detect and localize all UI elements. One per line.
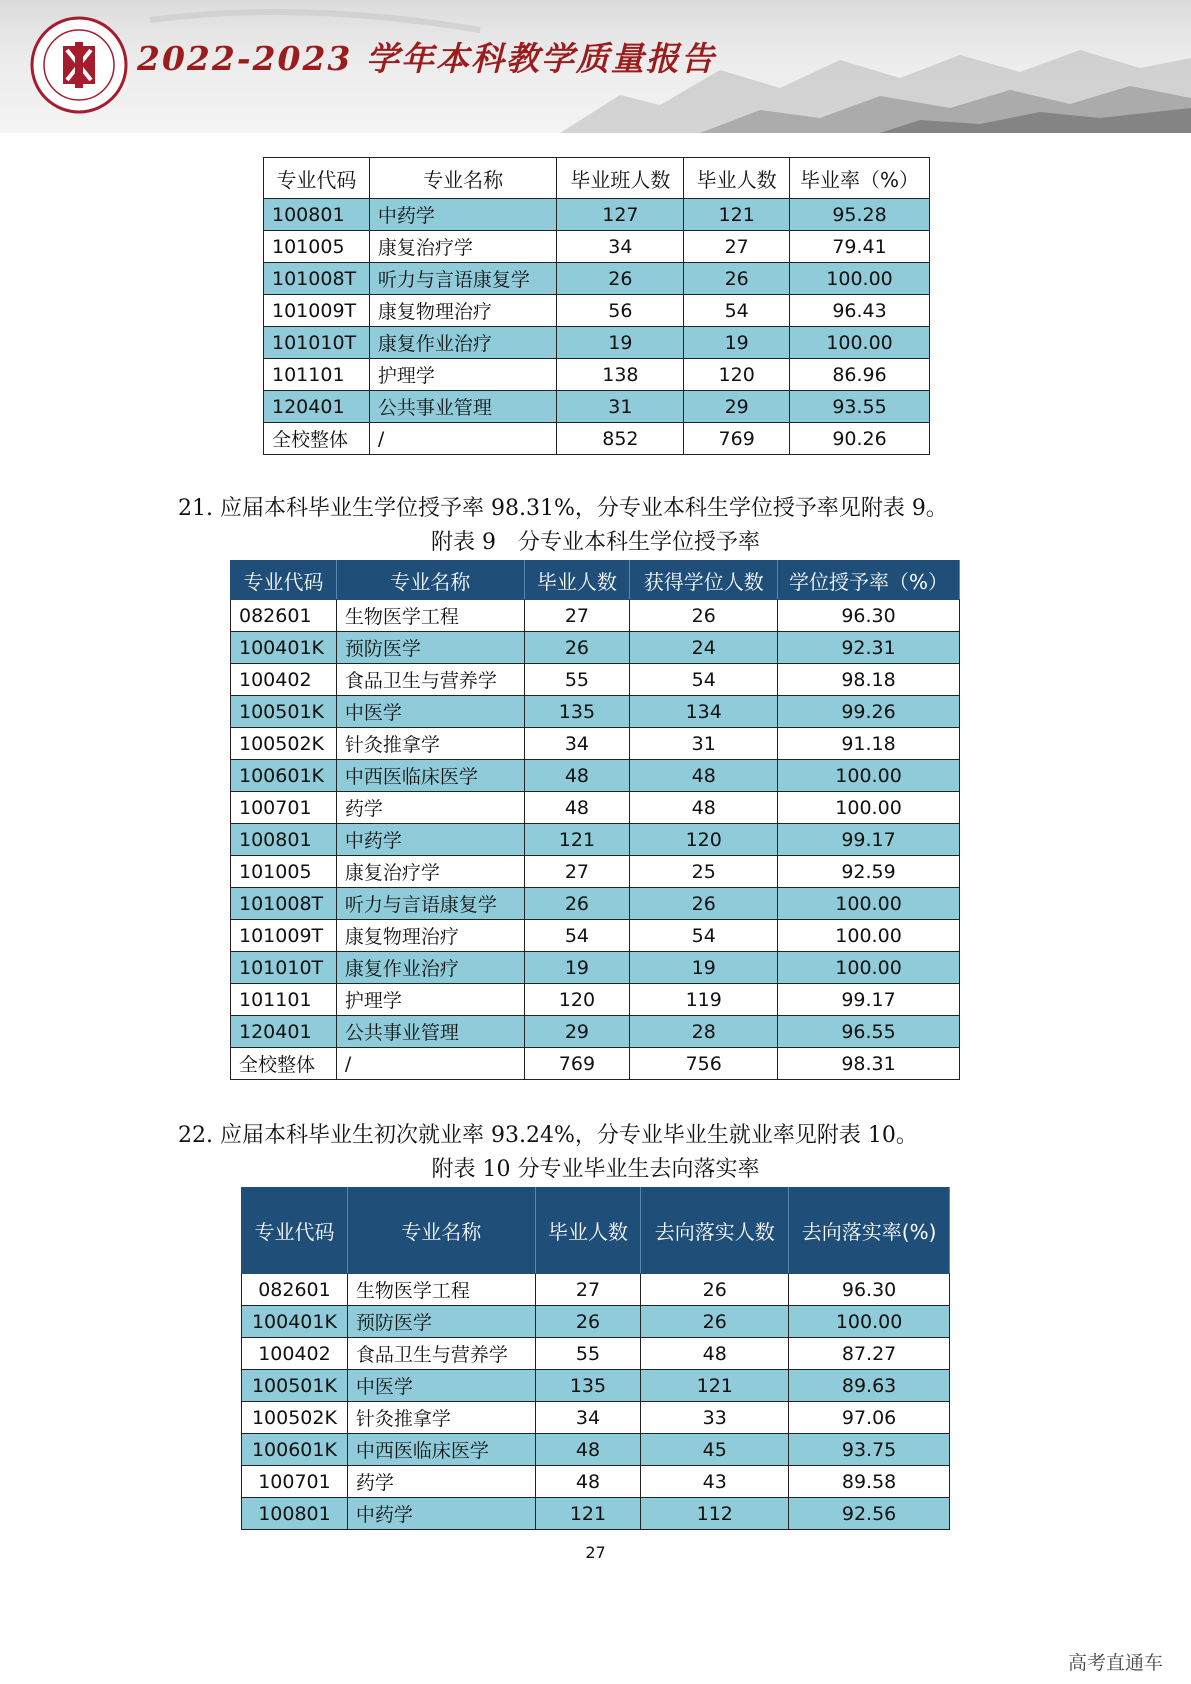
table-cell: 120 xyxy=(524,984,630,1016)
table-cell: 55 xyxy=(535,1338,641,1370)
table-row xyxy=(231,888,960,920)
table-row xyxy=(231,632,960,664)
table-row xyxy=(242,1338,950,1370)
table-cell: 48 xyxy=(524,760,630,792)
column-header: 去向落实率(%) xyxy=(789,1188,950,1274)
employment-rate-table xyxy=(241,1187,950,1530)
table-cell: 96.30 xyxy=(778,600,960,632)
table-cell: 100601K xyxy=(231,760,337,792)
table-cell: 100.00 xyxy=(790,327,930,359)
table-cell: 针灸推拿学 xyxy=(336,728,524,760)
table-cell: 19 xyxy=(630,952,778,984)
table-cell: 138 xyxy=(557,359,684,391)
graduation-rate-table xyxy=(263,157,930,455)
table-cell: 公共事业管理 xyxy=(369,391,557,423)
table-row xyxy=(242,1370,950,1402)
table-9-caption: 附表 9 分专业本科生学位授予率 xyxy=(431,530,760,555)
paragraph-21: 21. 应届本科毕业生学位授予率 98.31%，分专业本科生学位授予率见附表 9。 xyxy=(178,496,948,521)
table-cell: 中药学 xyxy=(336,824,524,856)
table-cell: / xyxy=(336,1048,524,1080)
table-cell: 康复治疗学 xyxy=(369,231,557,263)
table-cell: 101009T xyxy=(231,920,337,952)
table-cell: 29 xyxy=(684,391,790,423)
table-row xyxy=(231,600,960,632)
report-title: 2022-2023 学年本科教学质量报告 xyxy=(137,39,716,78)
table-cell: 19 xyxy=(557,327,684,359)
table-cell: 生物医学工程 xyxy=(347,1274,535,1306)
table-cell: 100.00 xyxy=(778,952,960,984)
table-cell: 54 xyxy=(524,920,630,952)
table-row xyxy=(231,984,960,1016)
table-cell: 101005 xyxy=(231,856,337,888)
table-cell: 药学 xyxy=(347,1466,535,1498)
table-row xyxy=(231,728,960,760)
table-row xyxy=(242,1466,950,1498)
table-cell: 针灸推拿学 xyxy=(347,1402,535,1434)
table-cell: 101008T xyxy=(231,888,337,920)
table-cell: 27 xyxy=(535,1274,641,1306)
table-row xyxy=(231,792,960,824)
table-cell: 082601 xyxy=(231,600,337,632)
table-cell: 公共事业管理 xyxy=(336,1016,524,1048)
page-number: 27 xyxy=(585,1543,606,1562)
table-cell: 98.18 xyxy=(778,664,960,696)
table-cell: 中西医临床医学 xyxy=(347,1434,535,1466)
table-cell: 101008T xyxy=(264,263,370,295)
table-cell: 26 xyxy=(641,1306,789,1338)
table-row xyxy=(231,824,960,856)
table-cell: 27 xyxy=(524,600,630,632)
table-cell: 99.17 xyxy=(778,984,960,1016)
column-header: 获得学位人数 xyxy=(630,561,778,600)
table-cell: 100.00 xyxy=(790,263,930,295)
column-header: 专业名称 xyxy=(369,158,557,199)
table-cell: 听力与言语康复学 xyxy=(369,263,557,295)
table-cell: 756 xyxy=(630,1048,778,1080)
watermark: 高考直通车 xyxy=(1067,1652,1163,1674)
table-row xyxy=(231,920,960,952)
column-header: 毕业人数 xyxy=(684,158,790,199)
table-cell: 100.00 xyxy=(778,888,960,920)
table-cell: 27 xyxy=(684,231,790,263)
table-cell: 101101 xyxy=(264,359,370,391)
paragraph-22: 22. 应届本科毕业生初次就业率 93.24%，分专业毕业生就业率见附表 10。 xyxy=(178,1123,918,1148)
table-cell: 100502K xyxy=(242,1402,348,1434)
table-cell: 29 xyxy=(524,1016,630,1048)
table-cell: 48 xyxy=(630,792,778,824)
table-cell: 26 xyxy=(630,600,778,632)
table-cell: 98.31 xyxy=(778,1048,960,1080)
table-cell: 中医学 xyxy=(347,1370,535,1402)
table-cell: 99.26 xyxy=(778,696,960,728)
table-cell: 生物医学工程 xyxy=(336,600,524,632)
table-cell: 79.41 xyxy=(790,231,930,263)
table-cell: 91.18 xyxy=(778,728,960,760)
table-cell: 26 xyxy=(641,1274,789,1306)
table-cell: 中药学 xyxy=(369,199,557,231)
column-header: 毕业班人数 xyxy=(557,158,684,199)
table-cell: 康复物理治疗 xyxy=(369,295,557,327)
table-cell: 34 xyxy=(557,231,684,263)
table-cell: 100.00 xyxy=(778,760,960,792)
table-cell: 100402 xyxy=(242,1338,348,1370)
column-header: 毕业人数 xyxy=(535,1188,641,1274)
table-cell: 100.00 xyxy=(778,920,960,952)
table-cell: 92.59 xyxy=(778,856,960,888)
table-cell: 26 xyxy=(630,888,778,920)
table-cell: 100502K xyxy=(231,728,337,760)
table-cell: 100701 xyxy=(231,792,337,824)
table-cell: 101009T xyxy=(264,295,370,327)
column-header: 去向落实人数 xyxy=(641,1188,789,1274)
table-cell: 100801 xyxy=(264,199,370,231)
table-cell: 54 xyxy=(684,295,790,327)
table-cell: 96.43 xyxy=(790,295,930,327)
table-cell: 100401K xyxy=(231,632,337,664)
table-cell: 19 xyxy=(524,952,630,984)
table-cell: 中医学 xyxy=(336,696,524,728)
university-seal-icon xyxy=(30,16,128,114)
table-cell: 135 xyxy=(524,696,630,728)
table-cell: 93.55 xyxy=(790,391,930,423)
table-cell: 101101 xyxy=(231,984,337,1016)
table-cell: 100801 xyxy=(231,824,337,856)
table-cell: 34 xyxy=(524,728,630,760)
table-cell: 28 xyxy=(630,1016,778,1048)
table-cell: 121 xyxy=(641,1370,789,1402)
table-cell: 120401 xyxy=(231,1016,337,1048)
table-cell: 48 xyxy=(535,1434,641,1466)
table-header-row xyxy=(231,561,960,600)
table-row xyxy=(231,952,960,984)
table-cell: 120401 xyxy=(264,391,370,423)
table-cell: 48 xyxy=(641,1338,789,1370)
table-cell: 27 xyxy=(524,856,630,888)
table-cell: 48 xyxy=(524,792,630,824)
header-banner xyxy=(0,0,1191,133)
degree-rate-table xyxy=(230,560,960,1080)
table-cell: 120 xyxy=(684,359,790,391)
table-cell: 24 xyxy=(630,632,778,664)
table-cell: 95.28 xyxy=(790,199,930,231)
table-cell: 55 xyxy=(524,664,630,696)
table-row xyxy=(264,231,930,263)
table-cell: 100.00 xyxy=(789,1306,950,1338)
table-cell: 92.56 xyxy=(789,1498,950,1530)
table-cell: 121 xyxy=(684,199,790,231)
table-cell: 100501K xyxy=(231,696,337,728)
table-cell: 127 xyxy=(557,199,684,231)
table-cell: 33 xyxy=(641,1402,789,1434)
table-cell: 121 xyxy=(535,1498,641,1530)
table-cell: 54 xyxy=(630,664,778,696)
table-cell: 48 xyxy=(535,1466,641,1498)
table-cell: 全校整体 xyxy=(264,423,370,455)
table-cell: 护理学 xyxy=(369,359,557,391)
table-cell: 135 xyxy=(535,1370,641,1402)
table-row xyxy=(231,696,960,728)
table-cell: / xyxy=(369,423,557,455)
table-cell: 中药学 xyxy=(347,1498,535,1530)
table-cell: 全校整体 xyxy=(231,1048,337,1080)
table-row xyxy=(242,1306,950,1338)
table-row xyxy=(242,1402,950,1434)
table-cell: 082601 xyxy=(242,1274,348,1306)
table-cell: 中西医临床医学 xyxy=(336,760,524,792)
column-header: 专业代码 xyxy=(231,561,337,600)
table-row xyxy=(242,1274,950,1306)
table-cell: 31 xyxy=(557,391,684,423)
table-cell: 101005 xyxy=(264,231,370,263)
table-cell: 预防医学 xyxy=(347,1306,535,1338)
table-cell: 134 xyxy=(630,696,778,728)
table-cell: 100.00 xyxy=(778,792,960,824)
table-cell: 97.06 xyxy=(789,1402,950,1434)
column-header: 专业名称 xyxy=(347,1188,535,1274)
column-header: 专业代码 xyxy=(264,158,370,199)
table-cell: 101010T xyxy=(264,327,370,359)
column-header: 毕业率（%） xyxy=(790,158,930,199)
table-cell: 769 xyxy=(684,423,790,455)
table-cell: 96.30 xyxy=(789,1274,950,1306)
table-row xyxy=(264,359,930,391)
table-cell: 听力与言语康复学 xyxy=(336,888,524,920)
table-row xyxy=(264,423,930,455)
table-row xyxy=(231,664,960,696)
table-cell: 康复治疗学 xyxy=(336,856,524,888)
table-row xyxy=(242,1434,950,1466)
table-10-caption: 附表 10 分专业毕业生去向落实率 xyxy=(431,1157,760,1182)
table-cell: 34 xyxy=(535,1402,641,1434)
table-cell: 100402 xyxy=(231,664,337,696)
table-cell: 45 xyxy=(641,1434,789,1466)
table-row xyxy=(231,760,960,792)
table-cell: 护理学 xyxy=(336,984,524,1016)
table-row xyxy=(264,199,930,231)
table-row xyxy=(264,327,930,359)
table-cell: 26 xyxy=(524,632,630,664)
table-row xyxy=(264,263,930,295)
table-cell: 康复物理治疗 xyxy=(336,920,524,952)
table-row xyxy=(231,1048,960,1080)
column-header: 专业名称 xyxy=(336,561,524,600)
table-cell: 99.17 xyxy=(778,824,960,856)
table-cell: 25 xyxy=(630,856,778,888)
table-cell: 101010T xyxy=(231,952,337,984)
table-cell: 100601K xyxy=(242,1434,348,1466)
table-cell: 26 xyxy=(535,1306,641,1338)
table-cell: 48 xyxy=(630,760,778,792)
table-cell: 食品卫生与营养学 xyxy=(336,664,524,696)
table-cell: 93.75 xyxy=(789,1434,950,1466)
table-cell: 112 xyxy=(641,1498,789,1530)
table-cell: 119 xyxy=(630,984,778,1016)
table-cell: 100701 xyxy=(242,1466,348,1498)
table-header-row xyxy=(242,1188,950,1274)
table-cell: 药学 xyxy=(336,792,524,824)
table-row xyxy=(264,295,930,327)
table-cell: 31 xyxy=(630,728,778,760)
column-header: 专业代码 xyxy=(242,1188,348,1274)
table-cell: 54 xyxy=(630,920,778,952)
table-cell: 89.58 xyxy=(789,1466,950,1498)
table-row xyxy=(231,856,960,888)
table-cell: 43 xyxy=(641,1466,789,1498)
table-cell: 96.55 xyxy=(778,1016,960,1048)
table-cell: 食品卫生与营养学 xyxy=(347,1338,535,1370)
table-cell: 121 xyxy=(524,824,630,856)
table-cell: 852 xyxy=(557,423,684,455)
table-cell: 120 xyxy=(630,824,778,856)
table-cell: 87.27 xyxy=(789,1338,950,1370)
table-row xyxy=(231,1016,960,1048)
table-cell: 100401K xyxy=(242,1306,348,1338)
table-cell: 100501K xyxy=(242,1370,348,1402)
table-cell: 100801 xyxy=(242,1498,348,1530)
table-cell: 92.31 xyxy=(778,632,960,664)
column-header: 毕业人数 xyxy=(524,561,630,600)
table-cell: 769 xyxy=(524,1048,630,1080)
column-header: 学位授予率（%） xyxy=(778,561,960,600)
table-cell: 19 xyxy=(684,327,790,359)
table-cell: 86.96 xyxy=(790,359,930,391)
table-row xyxy=(264,391,930,423)
table-cell: 康复作业治疗 xyxy=(369,327,557,359)
table-cell: 26 xyxy=(524,888,630,920)
table-cell: 56 xyxy=(557,295,684,327)
table-cell: 90.26 xyxy=(790,423,930,455)
table-cell: 89.63 xyxy=(789,1370,950,1402)
table-header-row xyxy=(264,158,930,199)
table-cell: 预防医学 xyxy=(336,632,524,664)
table-cell: 康复作业治疗 xyxy=(336,952,524,984)
table-row xyxy=(242,1498,950,1530)
table-cell: 26 xyxy=(684,263,790,295)
table-cell: 26 xyxy=(557,263,684,295)
